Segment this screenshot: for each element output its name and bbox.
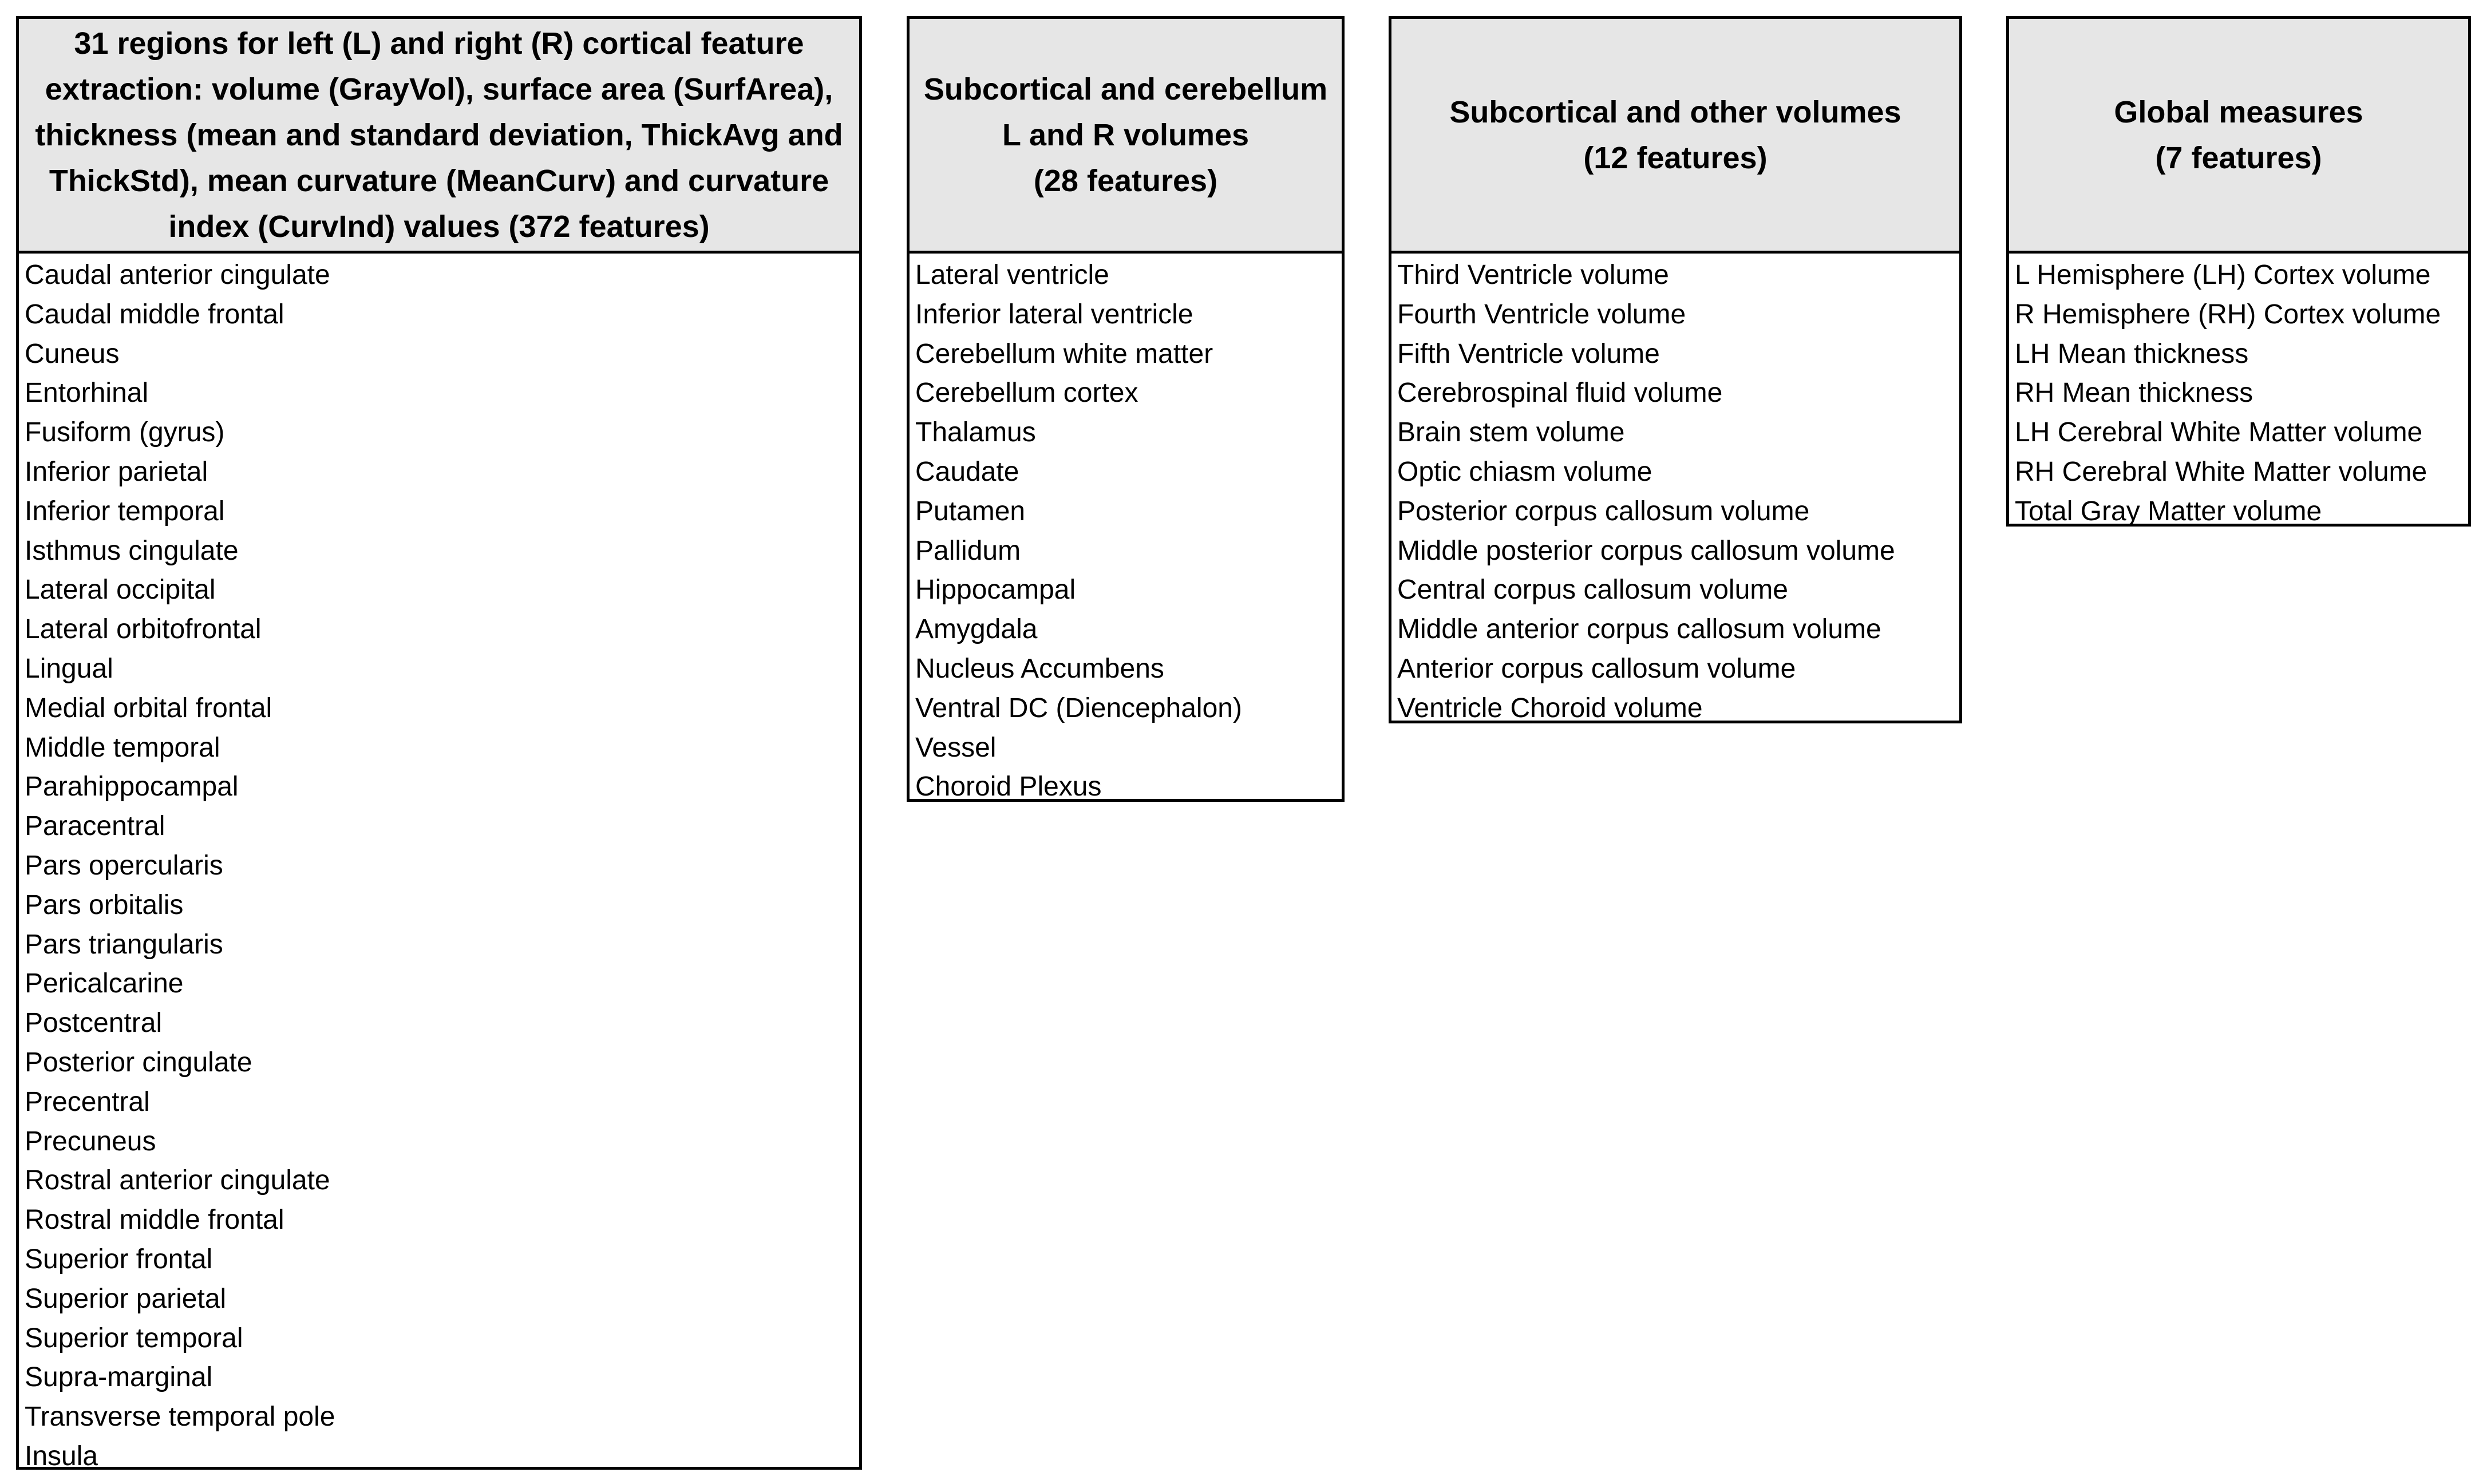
list-item: Precentral xyxy=(25,1086,150,1117)
list-item: Caudate xyxy=(915,456,1019,487)
header-line: Subcortical and other volumes xyxy=(1449,94,1901,129)
list-item: Middle temporal xyxy=(25,732,220,763)
list-item: Cerebellum cortex xyxy=(915,378,1138,409)
subcortical-cerebellum-header xyxy=(910,19,1342,254)
global-measures-header xyxy=(2009,19,2468,254)
list-item: Ventral DC (Diencephalon) xyxy=(915,692,1242,723)
list-item: Putamen xyxy=(915,496,1026,527)
panel-header-text xyxy=(2114,89,2363,181)
header-line: (12 features) xyxy=(1583,140,1768,175)
panel-header-text xyxy=(924,66,1327,204)
list-item: Pars opercularis xyxy=(25,850,223,881)
list-item: Lateral orbitofrontal xyxy=(25,614,262,645)
list-item: Caudal middle frontal xyxy=(25,299,284,330)
header-line: ThickStd), mean curvature (MeanCurv) and curvature xyxy=(49,163,829,198)
list-item: Choroid Plexus xyxy=(915,771,1102,802)
list-item: Transverse temporal pole xyxy=(25,1402,335,1432)
list-item: Isthmus cingulate xyxy=(25,535,239,566)
list-item: Posterior cingulate xyxy=(25,1047,252,1078)
list-item: Superior frontal xyxy=(25,1244,213,1275)
panel-header-text xyxy=(1449,89,1901,181)
header-line: index (CurvInd) values (372 features) xyxy=(168,209,710,244)
global-measures-panel xyxy=(2006,16,2471,527)
list-item: Superior parietal xyxy=(25,1283,227,1314)
list-item: Postcentral xyxy=(25,1008,163,1039)
cortical-features-header xyxy=(19,19,859,254)
subcortical-other-panel xyxy=(1389,16,1962,723)
list-item: Insula xyxy=(25,1441,98,1471)
list-item: Superior temporal xyxy=(25,1323,243,1354)
list-item: Entorhinal xyxy=(25,378,149,409)
list-item: Parahippocampal xyxy=(25,771,239,802)
list-item: Nucleus Accumbens xyxy=(915,653,1164,684)
list-item: Middle anterior corpus callosum volume xyxy=(1397,614,1881,645)
list-item: Fusiform (gyrus) xyxy=(25,417,225,448)
list-item: Medial orbital frontal xyxy=(25,692,272,723)
list-item: Precuneus xyxy=(25,1126,156,1157)
list-item: Inferior temporal xyxy=(25,496,225,527)
list-item: Inferior lateral ventricle xyxy=(915,299,1193,330)
list-item: Pars orbitalis xyxy=(25,889,184,920)
global-measures-list xyxy=(2009,254,2468,532)
list-item: Cerebrospinal fluid volume xyxy=(1397,378,1723,409)
header-line: Subcortical and cerebellum xyxy=(923,72,1328,106)
list-item: Caudal anterior cingulate xyxy=(25,260,330,290)
list-item: Thalamus xyxy=(915,417,1036,448)
list-item: Fourth Ventricle volume xyxy=(1397,299,1686,330)
header-line: Global measures xyxy=(2114,94,2363,129)
list-item: Pars triangularis xyxy=(25,929,223,960)
cortical-features-panel xyxy=(16,16,862,1470)
list-item: Lingual xyxy=(25,653,113,684)
header-line: extraction: volume (GrayVol), surface area (SurfArea), xyxy=(45,72,833,106)
subcortical-cerebellum-list xyxy=(910,254,1342,807)
list-item: Paracentral xyxy=(25,811,165,842)
list-item: Central corpus callosum volume xyxy=(1397,575,1788,606)
subcortical-other-header xyxy=(1391,19,1959,254)
list-item: Vessel xyxy=(915,732,997,763)
header-line: (28 features) xyxy=(1033,163,1218,198)
list-item: LH Mean thickness xyxy=(2015,338,2249,369)
list-item: Lateral occipital xyxy=(25,575,216,606)
list-item: Anterior corpus callosum volume xyxy=(1397,653,1796,684)
list-item: Lateral ventricle xyxy=(915,260,1109,290)
list-item: RH Cerebral White Matter volume xyxy=(2015,456,2427,487)
list-item: Pericalcarine xyxy=(25,968,184,999)
list-item: Ventricle Choroid volume xyxy=(1397,692,1703,723)
subcortical-other-list xyxy=(1391,254,1959,729)
list-item: L Hemisphere (LH) Cortex volume xyxy=(2015,260,2431,290)
list-item: Third Ventricle volume xyxy=(1397,260,1669,290)
list-item: Cerebellum white matter xyxy=(915,338,1213,369)
header-line: thickness (mean and standard deviation, ThickAvg and xyxy=(35,117,843,152)
list-item: Rostral middle frontal xyxy=(25,1205,284,1236)
list-item: Rostral anterior cingulate xyxy=(25,1165,330,1196)
list-item: RH Mean thickness xyxy=(2015,378,2253,409)
list-item: Brain stem volume xyxy=(1397,417,1625,448)
list-item: Optic chiasm volume xyxy=(1397,456,1652,487)
list-item: R Hemisphere (RH) Cortex volume xyxy=(2015,299,2441,330)
list-item: Middle posterior corpus callosum volume xyxy=(1397,535,1895,566)
header-line: L and R volumes xyxy=(1002,117,1250,152)
list-item: Hippocampal xyxy=(915,575,1076,606)
list-item: Pallidum xyxy=(915,535,1021,566)
list-item: Total Gray Matter volume xyxy=(2015,496,2322,527)
subcortical-cerebellum-panel xyxy=(907,16,1345,802)
list-item: Amygdala xyxy=(915,614,1038,645)
list-item: Posterior corpus callosum volume xyxy=(1397,496,1810,527)
list-item: Supra-marginal xyxy=(25,1362,213,1393)
header-line: 31 regions for left (L) and right (R) cortical feature xyxy=(74,26,804,61)
panel-header-text xyxy=(35,21,843,250)
list-item: Fifth Ventricle volume xyxy=(1397,338,1660,369)
cortical-features-list xyxy=(19,254,859,1477)
list-item: Cuneus xyxy=(25,338,120,369)
list-item: Inferior parietal xyxy=(25,456,208,487)
header-line: (7 features) xyxy=(2155,140,2322,175)
list-item: LH Cerebral White Matter volume xyxy=(2015,417,2423,448)
